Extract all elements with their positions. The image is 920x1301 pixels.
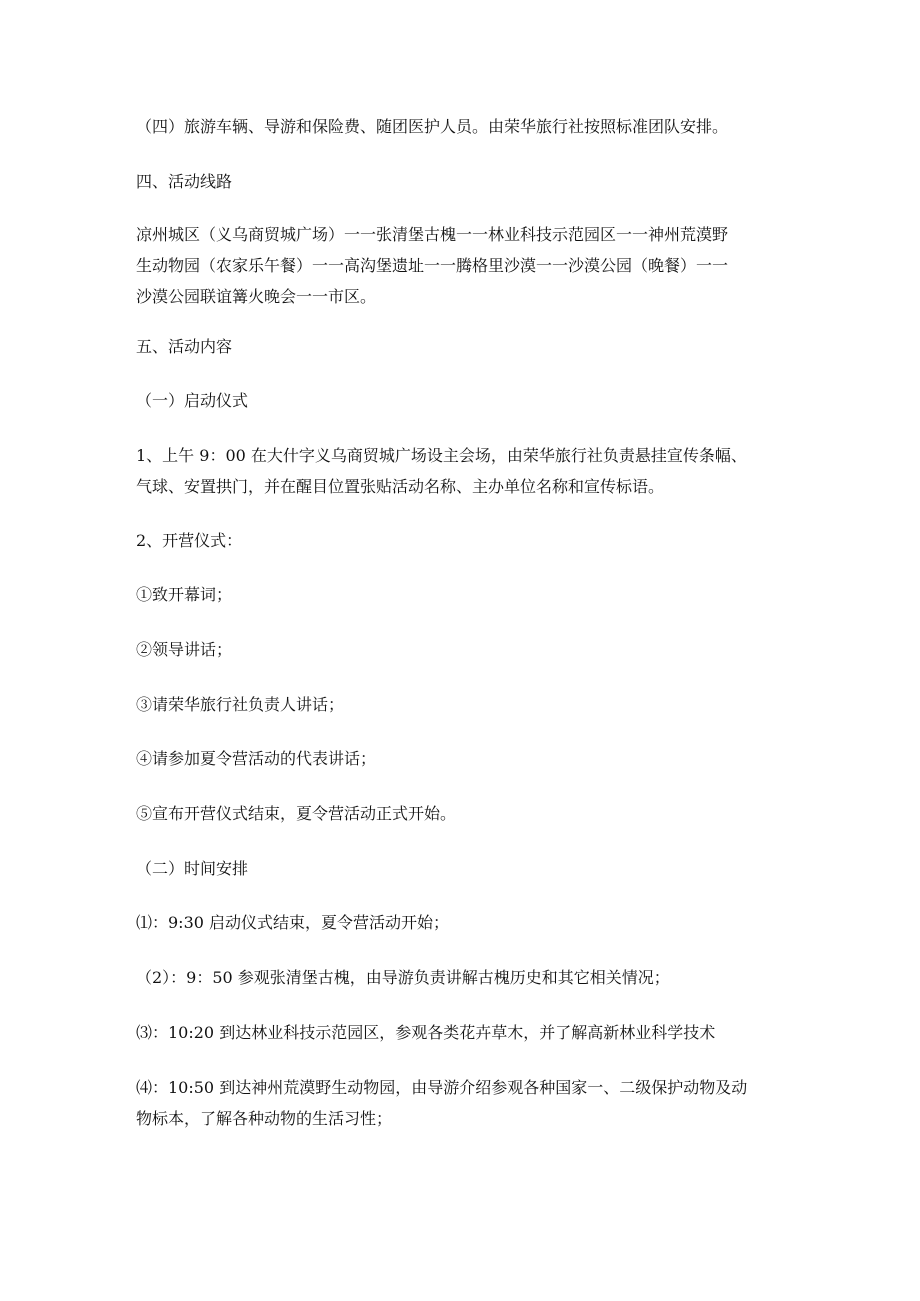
schedule-item-3: ⑶：10:20 到达林业科技示范园区，参观各类花卉草木，并了解高新林业科学技术 (136, 1023, 716, 1042)
subheading-opening-ceremony: （一）启动仪式 (136, 391, 249, 410)
list-item-opening-speech: ①致开幕词； (136, 585, 233, 604)
route-line-2: 生动物园（农家乐午餐）一一高沟堡遗址一一腾格里沙漠一一沙漠公园（晚餐）一一 (136, 256, 729, 275)
subheading-schedule: （二）时间安排 (136, 859, 249, 878)
paragraph-route-details (136, 219, 786, 312)
paragraph-tour-vehicles: （四）旅游车辆、导游和保险费、随团医护人员。由荣华旅行社按照标准团队安排。 (136, 117, 729, 136)
item-camp-opening: 2、开营仪式： (136, 531, 243, 550)
schedule-item-4-line-2: 物标本，了解各种动物的生活习性； (136, 1109, 393, 1128)
list-item-representative-speech: ④请参加夏令营活动的代表讲话； (136, 749, 377, 768)
schedule-item-4 (136, 1072, 786, 1134)
list-item-agency-speech: ③请荣华旅行社负责人讲话； (136, 695, 345, 714)
route-line-3: 沙漠公园联谊篝火晚会一一市区。 (136, 287, 377, 306)
venue-line-1: 1、上午 9：00 在大什字义乌商贸城广场设主会场，由荣华旅行社负责悬挂宣传条幅、 (136, 446, 747, 465)
schedule-item-4-line-1: ⑷：10:50 到达神州荒漠野生动物园，由导游介绍参观各种国家一、二级保护动物及动 (136, 1078, 748, 1097)
schedule-item-2: （2）：9：50 参观张清堡古槐，由导游负责讲解古槐历史和其它相关情况； (136, 968, 670, 987)
heading-activity-route: 四、活动线路 (136, 172, 233, 191)
list-item-ceremony-end: ⑤宣布开营仪式结束，夏令营活动正式开始。 (136, 804, 457, 823)
paragraph-venue-setup (136, 440, 786, 502)
heading-activity-content: 五、活动内容 (136, 337, 233, 356)
schedule-item-1: ⑴：9:30 启动仪式结束，夏令营活动开始； (136, 913, 450, 932)
list-item-leader-speech: ②领导讲话； (136, 640, 233, 659)
venue-line-2: 气球、安置拱门，并在醒目位置张贴活动名称、主办单位名称和宣传标语。 (136, 477, 665, 496)
route-line-1: 凉州城区（义乌商贸城广场）一一张清堡古槐一一林业科技示范园区一一神州荒漠野 (136, 225, 729, 244)
